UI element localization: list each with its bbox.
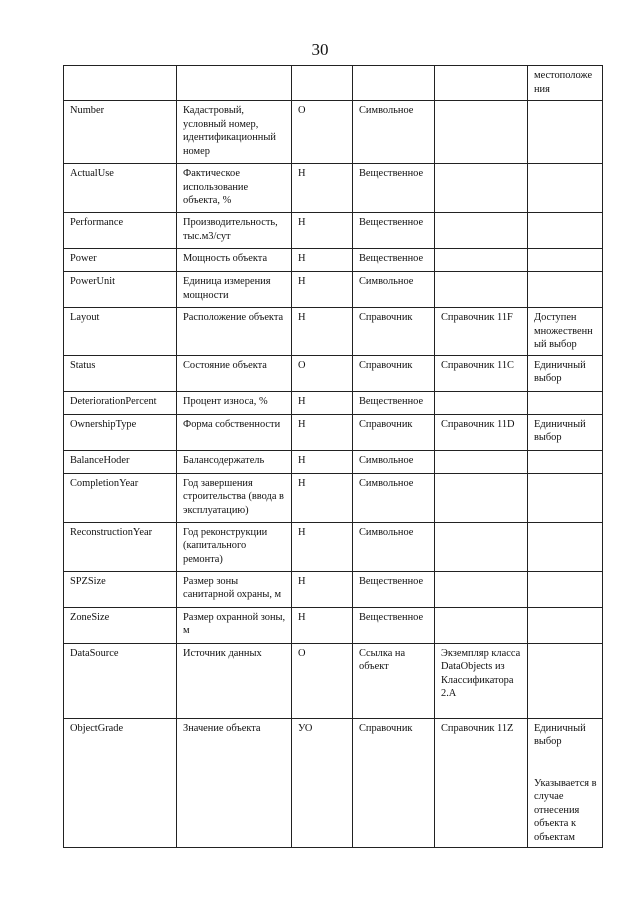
cell-note <box>528 101 603 164</box>
cell-type <box>353 213 435 249</box>
cell-description <box>177 607 292 643</box>
table-row <box>64 249 603 272</box>
cell-required-text: О <box>298 359 306 371</box>
cell-note <box>528 522 603 571</box>
cell-reference <box>435 66 528 101</box>
cell-note <box>528 450 603 473</box>
cell-type <box>353 414 435 450</box>
table-row <box>64 272 603 308</box>
cell-required-text: Н <box>298 217 306 228</box>
cell-type-text: Справочник <box>359 722 413 734</box>
cell-required <box>292 249 353 272</box>
cell-required-text: Н <box>298 395 306 407</box>
cell-name-text: SPZSize <box>70 575 106 587</box>
cell-name-text: CompletionYear <box>70 477 139 489</box>
cell-required-text: Н <box>298 575 306 587</box>
cell-type-text: Вещественное <box>359 575 424 587</box>
cell-note <box>528 391 603 414</box>
cell-reference <box>435 718 528 848</box>
cell-type-text: Вещественное <box>359 611 424 623</box>
cell-name-text: DeteriorationPercent <box>70 395 157 407</box>
cell-description <box>177 308 292 356</box>
cell-type-text: Символьное <box>359 276 414 287</box>
cell-description <box>177 272 292 308</box>
attributes-table <box>63 65 603 848</box>
cell-description-text: Кадастровый, условный номер, идентификационный номер <box>183 105 276 157</box>
cell-type-text: Вещественное <box>359 217 424 228</box>
cell-required-text: Н <box>298 276 306 287</box>
cell-type-text: Справочник <box>359 312 413 323</box>
cell-type <box>353 355 435 391</box>
cell-name-text: BalanceHoder <box>70 454 130 466</box>
cell-note <box>528 718 603 848</box>
cell-reference <box>435 522 528 571</box>
cell-type-text: Вещественное <box>359 395 424 407</box>
cell-description <box>177 213 292 249</box>
cell-description-text: Балансодержатель <box>183 454 265 466</box>
cell-name <box>64 643 177 718</box>
cell-type-text: Справочник <box>359 359 413 371</box>
cell-type <box>353 66 435 101</box>
cell-required <box>292 355 353 391</box>
cell-type <box>353 522 435 571</box>
table-row <box>64 718 603 848</box>
cell-required <box>292 213 353 249</box>
cell-reference <box>435 101 528 164</box>
cell-required <box>292 164 353 213</box>
cell-reference-text: Справочник 11D <box>441 418 515 430</box>
cell-required-text: УО <box>298 722 313 734</box>
cell-name-text: PowerUnit <box>70 276 116 287</box>
cell-description <box>177 249 292 272</box>
cell-note <box>528 272 603 308</box>
cell-type-text: Символьное <box>359 454 414 466</box>
cell-type-text: Символьное <box>359 477 414 489</box>
cell-name-text: Layout <box>70 312 100 323</box>
cell-reference-text: Справочник 11C <box>441 359 514 371</box>
cell-name-text: Power <box>70 253 97 264</box>
cell-type <box>353 164 435 213</box>
cell-name-text: ObjectGrade <box>70 722 124 734</box>
cell-note-text: Единичный выбор <box>534 359 586 384</box>
cell-description <box>177 643 292 718</box>
cell-required-text: Н <box>298 454 306 466</box>
cell-name-text: DataSource <box>70 647 119 659</box>
cell-required <box>292 101 353 164</box>
cell-type <box>353 391 435 414</box>
table-row <box>64 101 603 164</box>
cell-description-text: Размер охранной зоны, м <box>183 611 286 636</box>
cell-reference <box>435 473 528 522</box>
cell-required <box>292 571 353 607</box>
cell-name <box>64 272 177 308</box>
cell-description-text: Размер зоны санитарной охраны, м <box>183 575 282 600</box>
cell-reference <box>435 571 528 607</box>
cell-required-text: Н <box>298 312 306 323</box>
cell-description <box>177 66 292 101</box>
table-row <box>64 473 603 522</box>
cell-description <box>177 450 292 473</box>
table-row <box>64 213 603 249</box>
cell-required <box>292 308 353 356</box>
cell-description <box>177 522 292 571</box>
cell-required <box>292 522 353 571</box>
cell-name <box>64 414 177 450</box>
cell-name <box>64 450 177 473</box>
cell-required <box>292 450 353 473</box>
cell-reference-text: Справочник 11Z <box>441 722 514 734</box>
cell-name-text: Status <box>70 359 96 371</box>
cell-required <box>292 414 353 450</box>
cell-name <box>64 164 177 213</box>
cell-required-text: Н <box>298 611 306 623</box>
cell-reference <box>435 643 528 718</box>
cell-type <box>353 473 435 522</box>
cell-type-text: Символьное <box>359 105 414 116</box>
table-row <box>64 607 603 643</box>
cell-name <box>64 391 177 414</box>
cell-reference <box>435 213 528 249</box>
cell-name-text: Performance <box>70 217 124 228</box>
table-row <box>64 450 603 473</box>
cell-name <box>64 473 177 522</box>
table-row-continuation <box>64 66 603 101</box>
cell-type <box>353 643 435 718</box>
cell-description-text: Источник данных <box>183 647 262 659</box>
cell-reference <box>435 272 528 308</box>
cell-description-text: Состояние объекта <box>183 359 267 371</box>
table-row <box>64 391 603 414</box>
cell-description-text: Фактическое использование объекта, % <box>183 168 249 206</box>
cell-type <box>353 450 435 473</box>
table-row <box>64 308 603 356</box>
cell-reference <box>435 164 528 213</box>
cell-description <box>177 571 292 607</box>
table-row <box>64 643 603 718</box>
cell-required-text: О <box>298 105 306 116</box>
cell-description-text: Единица измерения мощности <box>183 276 271 301</box>
cell-name <box>64 213 177 249</box>
cell-required <box>292 473 353 522</box>
table-row <box>64 571 603 607</box>
cell-name <box>64 718 177 848</box>
cell-description-text: Мощность объекта <box>183 253 268 264</box>
cell-note <box>528 308 603 356</box>
cell-description <box>177 473 292 522</box>
cell-note <box>528 607 603 643</box>
cell-type-text: Справочник <box>359 418 413 430</box>
cell-reference <box>435 355 528 391</box>
table-row <box>64 414 603 450</box>
cell-description <box>177 164 292 213</box>
cell-note-text: Доступен множественн ый выбор <box>534 312 593 350</box>
cell-note <box>528 164 603 213</box>
cell-type <box>353 272 435 308</box>
cell-description <box>177 101 292 164</box>
cell-note <box>528 571 603 607</box>
cell-reference <box>435 450 528 473</box>
cell-description <box>177 355 292 391</box>
cell-required <box>292 272 353 308</box>
cell-name-text: ActualUse <box>70 168 114 179</box>
cell-note <box>528 414 603 450</box>
cell-type <box>353 607 435 643</box>
cell-required-text: Н <box>298 477 306 489</box>
cell-required-text: Н <box>298 418 306 430</box>
table-row <box>64 522 603 571</box>
cell-reference-text: Экземпляр класса DataObjects из Классификатора 2.А <box>441 647 521 699</box>
cell-description-text: Производительность, тыс.м3/сут <box>183 217 278 242</box>
cell-name-text: ReconstructionYear <box>70 526 153 538</box>
cell-description-text: Расположение объекта <box>183 312 284 323</box>
cell-type <box>353 101 435 164</box>
cell-reference <box>435 308 528 356</box>
cell-type-text: Вещественное <box>359 168 424 179</box>
cell-description-text: Год реконструкции (капитального ремонта) <box>183 526 268 565</box>
cell-type <box>353 249 435 272</box>
cell-note <box>528 249 603 272</box>
cell-reference <box>435 249 528 272</box>
cell-description <box>177 414 292 450</box>
cell-reference <box>435 607 528 643</box>
cell-reference <box>435 414 528 450</box>
cell-reference <box>435 391 528 414</box>
cell-type-text: Символьное <box>359 526 414 538</box>
cell-required-text: Н <box>298 526 306 538</box>
cell-required <box>292 718 353 848</box>
cell-description <box>177 391 292 414</box>
cell-note: местоположе ния <box>528 66 603 101</box>
cell-reference-text: Справочник 11F <box>441 312 513 323</box>
cell-type-text: Ссылка на объект <box>359 647 406 672</box>
cell-name-text: Number <box>70 105 105 116</box>
cell-required <box>292 391 353 414</box>
cell-name <box>64 522 177 571</box>
cell-type <box>353 718 435 848</box>
cell-note-text: Единичный выбор <box>534 418 586 443</box>
cell-description <box>177 718 292 848</box>
cell-name-text: ZoneSize <box>70 611 110 623</box>
cell-required <box>292 643 353 718</box>
cell-name <box>64 607 177 643</box>
cell-description-text: Форма собственности <box>183 418 281 430</box>
table-row <box>64 164 603 213</box>
cell-type <box>353 571 435 607</box>
cell-name <box>64 249 177 272</box>
cell-required-text: Н <box>298 168 306 179</box>
cell-note <box>528 355 603 391</box>
cell-name <box>64 308 177 356</box>
cell-name-text: OwnershipType <box>70 418 137 430</box>
cell-note <box>528 213 603 249</box>
cell-description-text: Процент износа, % <box>183 395 268 407</box>
table-row <box>64 355 603 391</box>
cell-name <box>64 355 177 391</box>
cell-name <box>64 66 177 101</box>
cell-required <box>292 66 353 101</box>
cell-required-text: О <box>298 647 306 659</box>
page-number: 30 <box>311 40 329 59</box>
cell-type-text: Вещественное <box>359 253 424 264</box>
cell-note-extra-text: Указывается в случае отнесения объекта к объектам <box>534 777 597 843</box>
cell-description-text: Год завершения строительства (ввода в эксплуатацию) <box>183 477 284 516</box>
cell-required-text: Н <box>298 253 306 264</box>
cell-required <box>292 607 353 643</box>
cell-description-text: Значение объекта <box>183 722 261 734</box>
cell-name <box>64 101 177 164</box>
cell-note <box>528 643 603 718</box>
cell-name <box>64 571 177 607</box>
cell-note-text: Единичный выбор <box>534 722 586 747</box>
cell-type <box>353 308 435 356</box>
cell-note <box>528 473 603 522</box>
